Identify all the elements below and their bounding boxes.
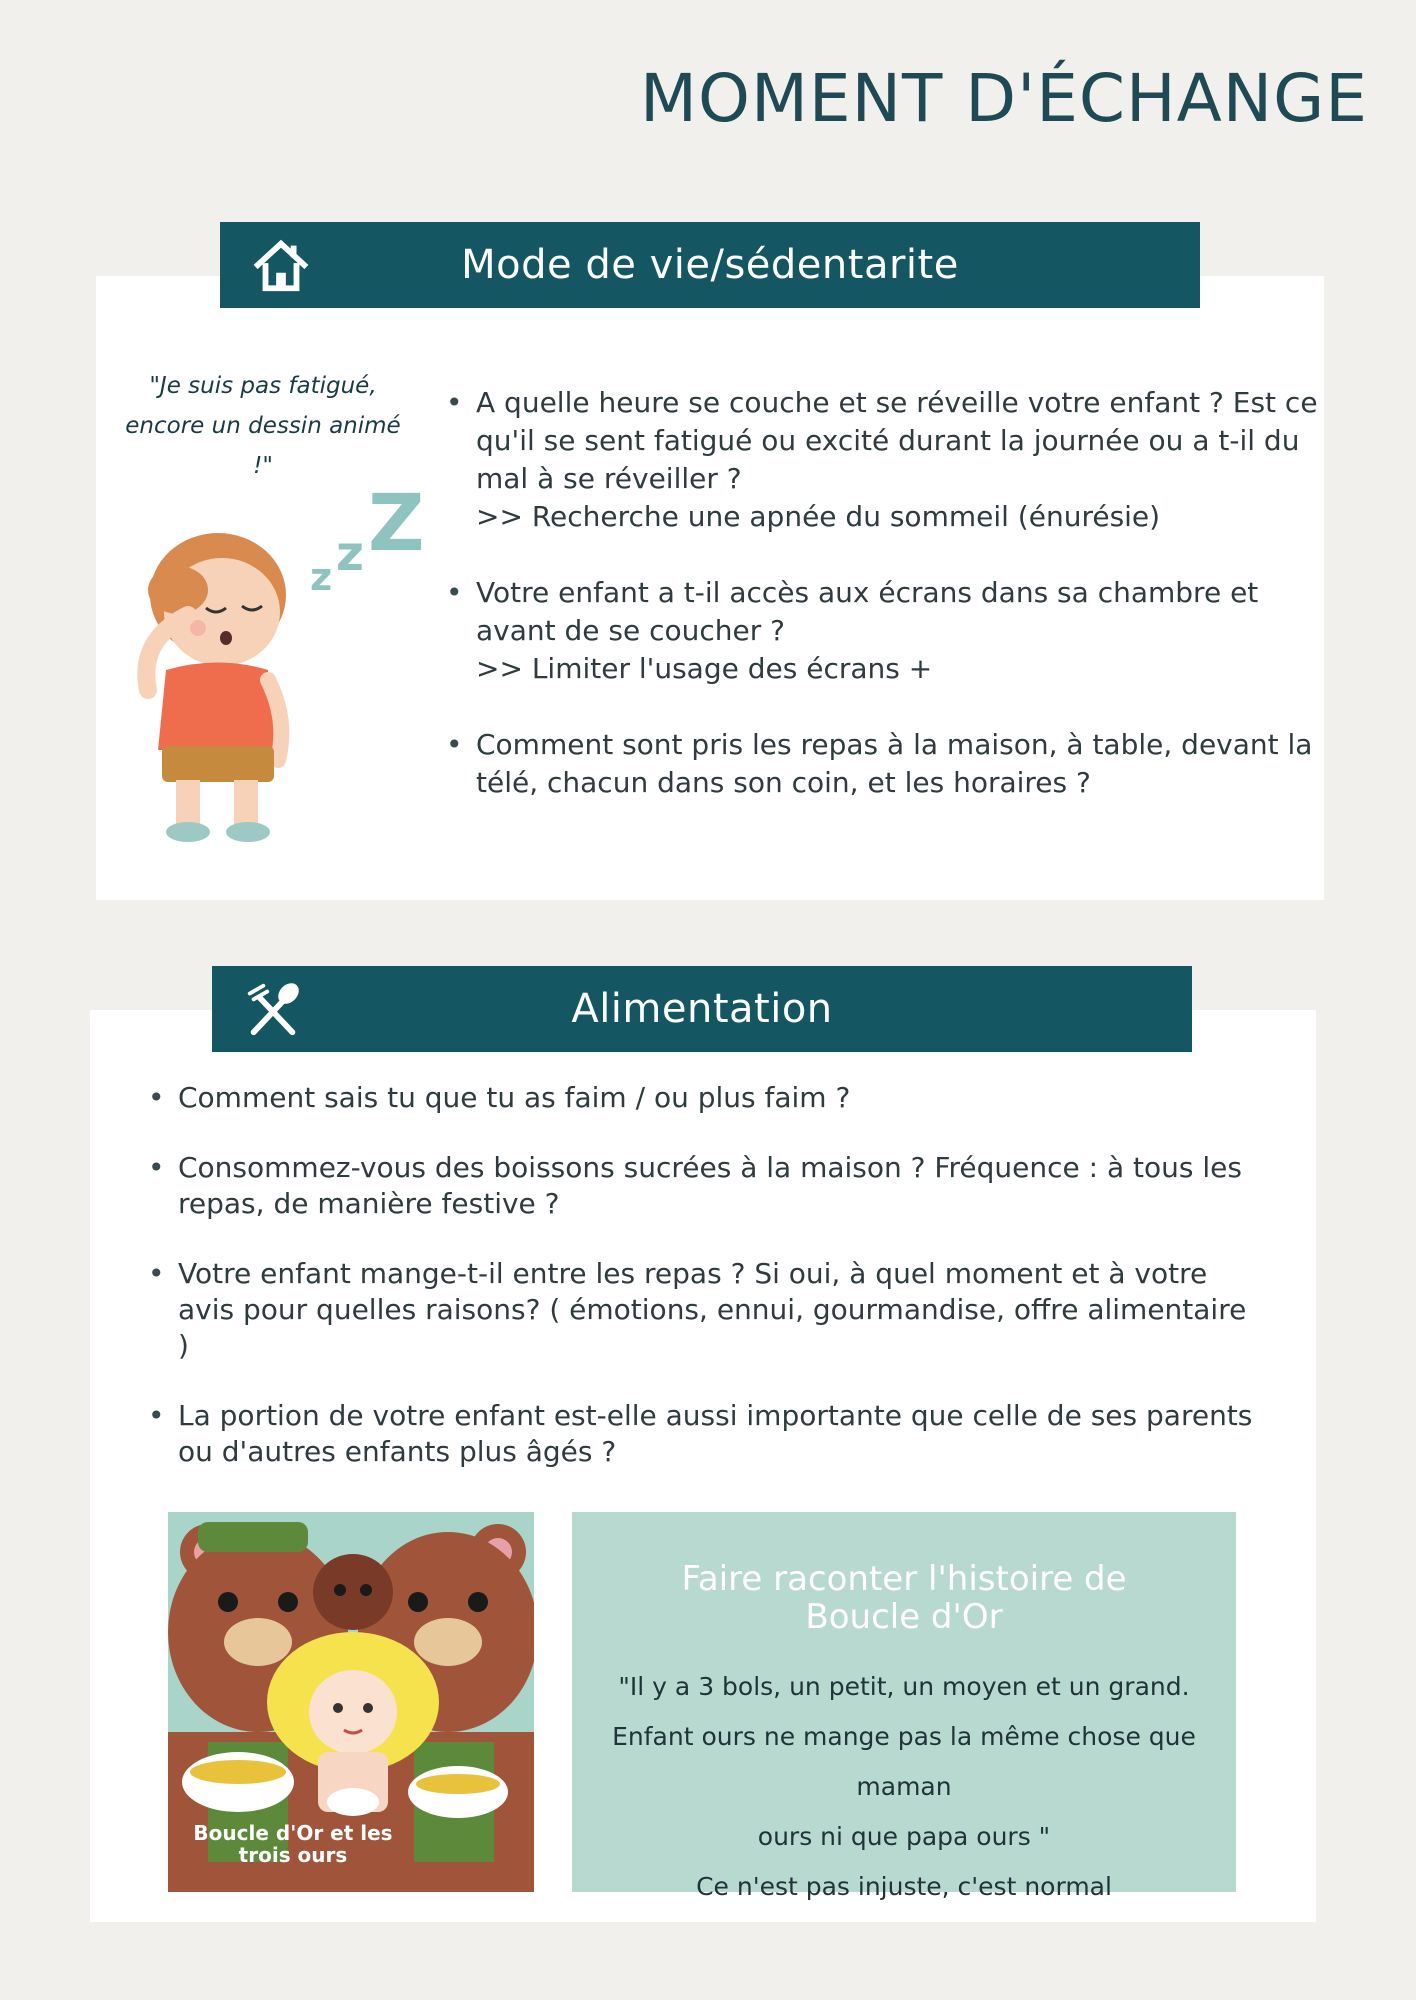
- story-title: Faire raconter l'histoire de Boucle d'Or: [681, 1559, 1127, 1637]
- list-item: [442, 726, 1322, 802]
- tired-child-illustration: [118, 520, 308, 850]
- lifestyle-title: Mode de vie/sédentarite: [461, 242, 959, 288]
- list-item: [442, 574, 1322, 688]
- list-item: • Comment sais tu que tu as faim / ou plus faim ?: [144, 1080, 1264, 1116]
- svg-text:z: z: [336, 526, 364, 582]
- question-advice: >> Recherche une apnée du sommeil (énurésie): [476, 500, 1161, 533]
- book-caption: Boucle d'Or et les trois ours: [193, 1821, 393, 1867]
- page-title: MOMENT D'ÉCHANGE: [640, 60, 1368, 137]
- lifestyle-banner: [220, 222, 1200, 308]
- sleep-zzz-icon: [300, 480, 430, 600]
- quote-line: "Il y a 3 bols, un petit, un moyen et un grand.: [618, 1672, 1190, 1701]
- child-quote: "Je suis pas fatigué, encore un dessin animé !": [125, 373, 401, 479]
- nutrition-questions: [144, 1080, 1264, 1504]
- nutrition-title: Alimentation: [571, 986, 833, 1032]
- svg-text:z: z: [310, 555, 333, 599]
- quote-line: Ce n'est pas injuste, c'est normal: [696, 1872, 1112, 1901]
- question-text: Votre enfant a t-il accès aux écrans dans sa chambre et avant de se coucher ?: [476, 576, 1259, 647]
- question-text: Comment sont pris les repas à la maison, à table, devant la télé, chacun dans son coin, et les horaires ?: [476, 728, 1313, 799]
- list-item: • Consommez-vous des boissons sucrées à la maison ? Fréquence : à tous les repas, de manière festive ?: [144, 1150, 1264, 1222]
- list-item: • Votre enfant mange-t-il entre les repas ? Si oui, à quel moment et à votre avis pour quelles raisons? ( émotions, ennui, gourmandise, offre alimentaire ): [144, 1256, 1264, 1364]
- lifestyle-questions: [442, 384, 1322, 840]
- list-item: • La portion de votre enfant est-elle aussi importante que celle de ses parents ou d'autres enfants plus âgés ?: [144, 1398, 1264, 1470]
- svg-text:Z: Z: [368, 480, 425, 569]
- question-text: A quelle heure se couche et se réveille votre enfant ? Est ce qu'il se sent fatigué ou excité durant la journée ou a t-il du mal à se réveiller ?: [476, 386, 1318, 495]
- story-box: [572, 1512, 1236, 1901]
- quote-line: Enfant ours ne mange pas la même chose que maman: [612, 1722, 1196, 1801]
- quote-line: ours ni que papa ours ": [757, 1822, 1051, 1851]
- question-advice: >> Limiter l'usage des écrans +: [476, 652, 933, 685]
- nutrition-banner: [212, 966, 1192, 1052]
- list-item: [442, 384, 1322, 536]
- story-quote: [572, 1662, 1236, 1912]
